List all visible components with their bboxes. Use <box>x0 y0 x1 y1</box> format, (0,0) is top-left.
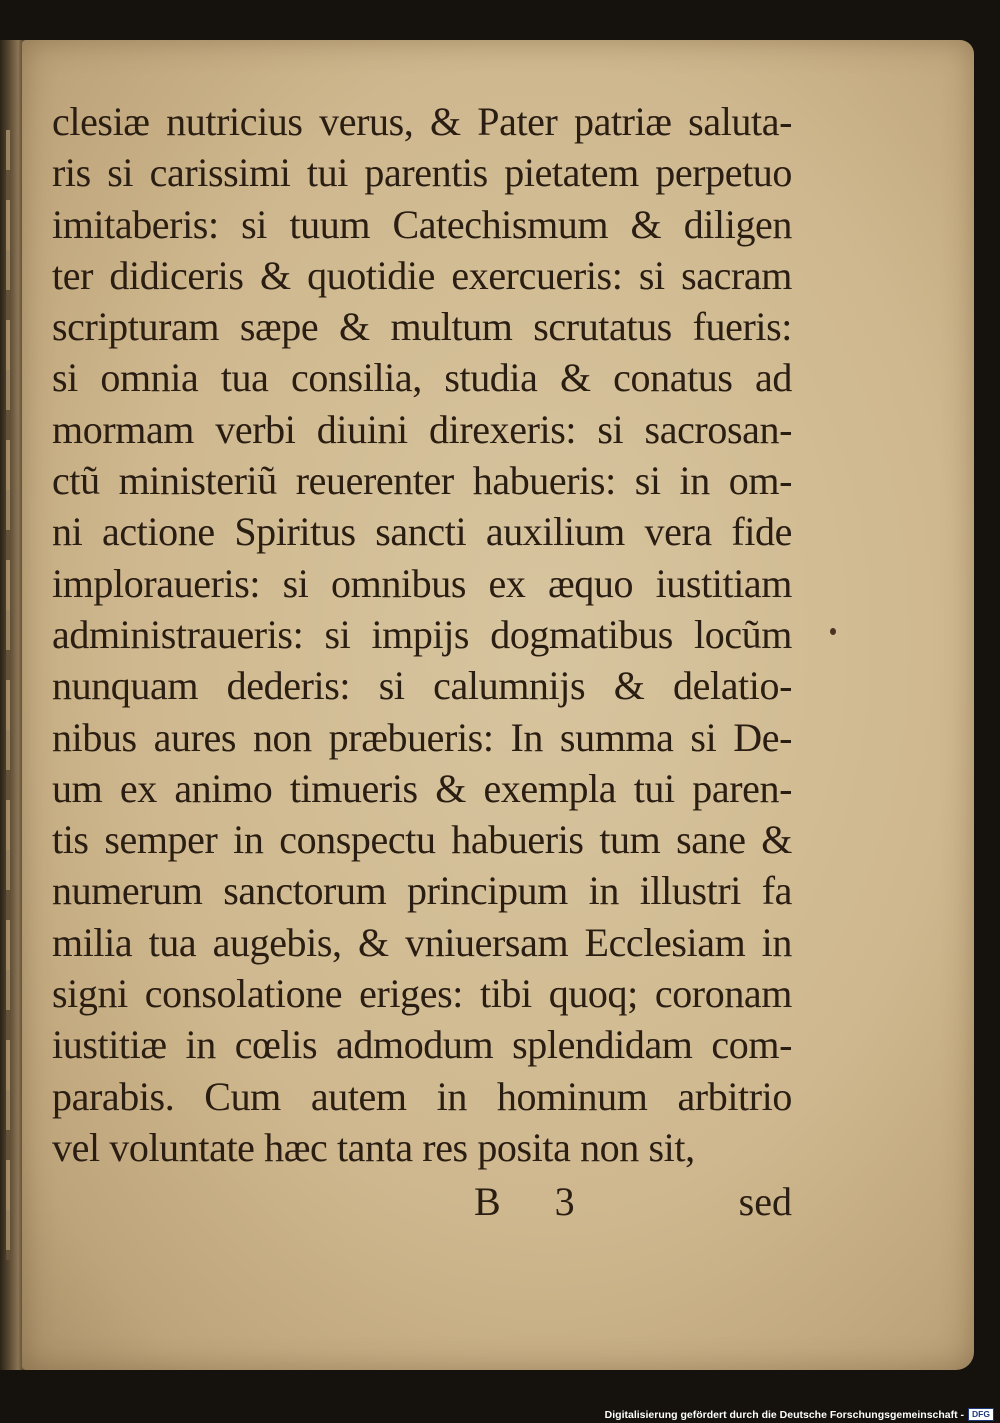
text-line: numerum sanctorum principum in illustri fa <box>52 868 792 914</box>
text-line: signi consolatione eriges: tibi quoq; coronam <box>52 971 792 1017</box>
text-line: nibus aures non præbueris: In summa si De- <box>52 714 792 760</box>
text-line: administraueris: si impijs dogmatibus locũm <box>52 611 792 657</box>
text-line: vel voluntate hæc tanta res posita non sit, <box>52 1124 695 1170</box>
page-text-block <box>52 96 792 1173</box>
digitization-credit <box>605 1408 994 1421</box>
text-line: scripturam sæpe & multum scrutatus fueris: <box>52 304 792 350</box>
text-line: iustitiæ in cœlis admodum splendidam com- <box>52 1022 792 1068</box>
text-line: imploraueris: si omnibus ex æquo iustitiam <box>52 560 792 606</box>
page-footer-line <box>52 1178 792 1230</box>
spine-edge <box>6 130 10 1260</box>
text-line: ni actione Spiritus sancti auxilium vera fide <box>52 509 792 555</box>
credit-text: Digitalisierung gefördert durch die Deutsche Forschungsgemeinschaft - <box>604 1408 965 1421</box>
text-line: ris si carissimi tui parentis pietatem perpetuo <box>52 150 792 196</box>
text-line: nunquam dederis: si calumnijs & delatio- <box>52 663 792 709</box>
text-line: parabis. Cum autem in hominum arbitrio <box>52 1073 792 1119</box>
text-line: clesiæ nutricius verus, & Pater patriæ saluta- <box>52 99 792 144</box>
text-line: mormam verbi diuini direxeris: si sacrosan- <box>52 406 792 452</box>
dfg-logo: DFG <box>968 1408 994 1421</box>
catchword: sed <box>738 1179 792 1224</box>
text-line: imitaberis: si tuum Catechismum & diligen <box>52 201 792 247</box>
ink-spot <box>830 628 836 635</box>
text-line: milia tua augebis, & vniuersam Ecclesiam in <box>52 919 792 965</box>
text-line: ter didiceris & quotidie exercueris: si sacram <box>52 252 792 298</box>
text-line: ctũ ministeriũ reuerenter habueris: si in om- <box>52 458 792 504</box>
text-line: tis semper in conspectu habueris tum sane & <box>52 817 792 863</box>
signature-mark: B 3 <box>474 1179 597 1224</box>
book-page <box>22 40 974 1370</box>
text-line: um ex animo timueris & exempla tui paren- <box>52 765 792 811</box>
text-line: si omnia tua consilia, studia & conatus ad <box>52 355 792 401</box>
